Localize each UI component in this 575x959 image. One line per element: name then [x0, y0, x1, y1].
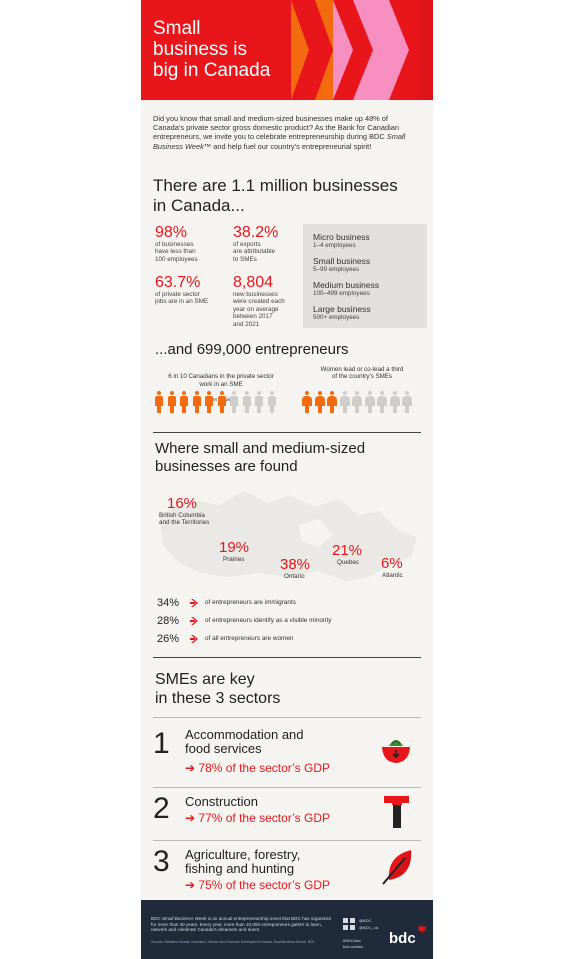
region-value: 19% [219, 539, 250, 556]
person-icon [230, 391, 238, 413]
social-handle-bdc-ca[interactable]: @BDC_ca [359, 925, 378, 930]
intro-paragraph [153, 114, 421, 151]
size-range: 5–99 employees [313, 266, 360, 273]
businesses-heading: There are 1.1 million businesses in Canada... [153, 176, 398, 215]
sector-gdp-text: 77% of the sector’s GDP [198, 811, 331, 825]
region-label: Prairies [223, 556, 245, 563]
region-value: 21% [332, 542, 363, 559]
sector-number: 2 [153, 792, 170, 825]
hero-banner [141, 0, 433, 100]
women-leaders-caption: Women lead or co-lead a third of the country’s SMEs [320, 366, 404, 381]
arrow-right-icon [189, 598, 199, 608]
footer-sources: Sources: Statistics Canada, Innovation, Science and Economic Development Canada, Small Business Branch, BDC [151, 940, 315, 944]
sme-workers-pictogram [155, 391, 285, 415]
person-icon [155, 391, 163, 413]
caption-text: 6 in 10 Canadians in the private sector work in an SME [168, 373, 274, 388]
stat-value: 98% [155, 224, 188, 241]
twitter-icon[interactable] [350, 918, 355, 923]
chevron-arrows-graphic [291, 0, 433, 100]
stat-label: of exports are attributable to SMEs [233, 241, 276, 263]
section-divider [153, 657, 421, 658]
region-label: Atlantic [382, 572, 403, 579]
size-name: Medium business [313, 280, 380, 290]
sector-name: Accommodation and food services [185, 727, 304, 756]
person-icon [378, 391, 386, 413]
event-link[interactable]: bdc.ca/sbw [343, 944, 364, 949]
sector-name: Construction [185, 794, 258, 809]
fact-text: of all entrepreneurs are women [205, 635, 294, 642]
region-atlantic [381, 556, 421, 579]
arrow-right-icon [189, 634, 199, 644]
sector-accommodation [153, 726, 421, 782]
region-value: 38% [280, 556, 311, 573]
stat-value: 63.7% [155, 274, 201, 291]
size-large [313, 304, 371, 322]
stat-businesses [155, 224, 225, 263]
intro-text-end: and help fuel our country’s entrepreneurial spirit! [211, 141, 372, 151]
bdc-logo: bdc [389, 930, 416, 947]
stat-jobs [155, 274, 231, 306]
infographic-page [141, 0, 433, 959]
women-leaders-pictogram [303, 391, 427, 415]
maple-leaf-icon [417, 924, 427, 934]
sector-gdp: ➔ 78% of the sector’s GDP [185, 761, 331, 775]
instagram-icon[interactable] [350, 925, 355, 930]
person-icon [303, 391, 311, 413]
stat-exports [233, 224, 303, 263]
person-icon [255, 391, 263, 413]
sector-number: 3 [153, 845, 170, 878]
region-label: British Columbia and the Territories [159, 512, 210, 527]
region-ontario [280, 557, 324, 580]
stat-value: 38.2% [233, 224, 279, 241]
entrepreneurs-heading: ...and 699,000 entrepreneurs [155, 341, 349, 358]
person-icon [328, 391, 336, 413]
region-value: 6% [381, 555, 403, 572]
region-bc [159, 495, 247, 527]
food-bowl-icon [379, 732, 413, 766]
regions-heading: Where small and medium-sized businesses are found [155, 440, 366, 475]
sector-gdp: ➔ 77% of the sector’s GDP [185, 811, 331, 825]
sector-divider [153, 840, 421, 841]
fact-value: 34% [157, 597, 180, 609]
person-icon [391, 391, 399, 413]
sector-gdp-text: 75% of the sector’s GDP [198, 878, 331, 892]
section-divider [153, 432, 421, 433]
stat-label: of private sector jobs are in an SME [155, 291, 209, 306]
intro-emphasis: Small Business Week™ [153, 132, 406, 151]
sector-gdp-text: 78% of the sector’s GDP [198, 761, 331, 775]
size-range: 100–499 employees [313, 290, 370, 297]
stat-value: 8,804 [233, 274, 274, 291]
region-value: 16% [167, 495, 198, 512]
stat-label: of businesses have less than 100 employees [155, 241, 198, 263]
fact-text: of entrepreneurs are immigrants [205, 599, 296, 606]
footer [141, 900, 433, 959]
person-icon [168, 391, 176, 413]
sector-agriculture [153, 846, 421, 898]
footer-text: BDC [151, 916, 162, 921]
social-icons-2 [343, 925, 357, 931]
region-prairies [219, 540, 269, 563]
linkedin-icon[interactable] [343, 925, 348, 930]
size-name: Small business [313, 256, 371, 266]
person-icon [193, 391, 201, 413]
person-icon [180, 391, 188, 413]
fact-value: 28% [157, 615, 180, 627]
size-micro [313, 232, 370, 250]
size-name: Micro business [313, 232, 370, 242]
size-range: 500+ employees [313, 314, 360, 321]
person-icon [218, 391, 226, 413]
intro-text: Did you know that small and medium-sized businesses make up 48% of Canada’s private sector gross domestic product? As the Bank for Canadian entrepreneurs, we invite you to celebrate entrepreneurship during BDC [153, 114, 399, 142]
arrow-right-icon [189, 616, 199, 626]
person-icon [403, 391, 411, 413]
person-icon [268, 391, 276, 413]
fact-value: 26% [157, 633, 180, 645]
footer-text-end: is an annual entrepreneurship event that BDC has organized for more than 40 years. Every year, more than 10,000 entrepreneurs gather to learn, network and celebrate Canada’s dreamers and doers. [151, 916, 331, 933]
sectors-heading: SMEs are key in these 3 sectors [155, 671, 281, 707]
sector-divider [153, 717, 421, 718]
region-label: Quebec [337, 559, 360, 566]
sector-construction [153, 792, 421, 838]
person-icon [341, 391, 349, 413]
social-handle-bdc[interactable]: @BDC [359, 918, 372, 923]
region-quebec [332, 543, 376, 566]
person-icon [243, 391, 251, 413]
page-title: Small business is big in Canada [153, 18, 271, 81]
size-name: Large business [313, 304, 371, 314]
person-icon [205, 391, 213, 413]
footer-emphasis: Small Business Week [161, 916, 207, 921]
sector-number: 1 [153, 727, 170, 760]
sector-divider [153, 787, 421, 788]
size-small [313, 256, 370, 274]
business-size-panel [303, 224, 427, 328]
sector-name: Agriculture, forestry, fishing and hunting [185, 847, 301, 876]
person-icon [366, 391, 374, 413]
person-icon [316, 391, 324, 413]
size-range: 1–4 employees [313, 242, 356, 249]
fact-text: of entrepreneurs identify as a visible minority [205, 617, 332, 624]
person-icon [353, 391, 361, 413]
hashtag: #BDCsbw [343, 938, 361, 943]
hammer-icon [381, 792, 413, 830]
footer-description [151, 916, 335, 933]
social-icons [343, 918, 357, 924]
region-label: Ontario [284, 573, 305, 580]
sector-gdp: ➔ 75% of the sector’s GDP [185, 878, 331, 892]
stat-new-businesses [233, 274, 303, 328]
stat-label: new businesses were created each year on average between 2017 and 2021 [233, 291, 285, 328]
facebook-icon[interactable] [343, 918, 348, 923]
leaf-icon [381, 846, 417, 886]
size-medium [313, 280, 379, 298]
